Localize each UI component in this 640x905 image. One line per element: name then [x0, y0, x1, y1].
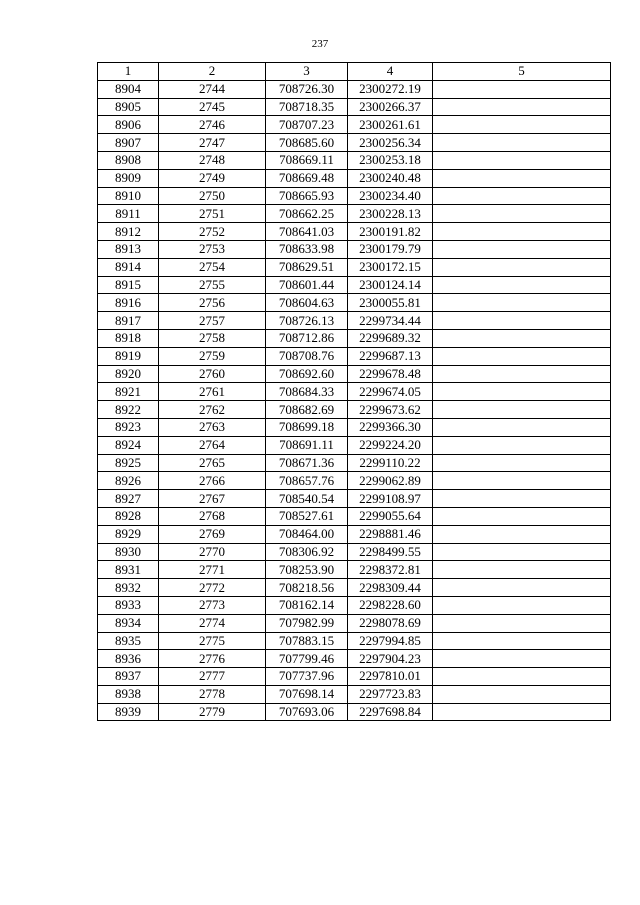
table-cell	[433, 383, 611, 401]
table-cell: 2299055.64	[348, 507, 433, 525]
table-cell: 2299689.32	[348, 329, 433, 347]
table-cell: 2297723.83	[348, 685, 433, 703]
table-cell: 2299687.13	[348, 347, 433, 365]
table-row	[98, 579, 611, 597]
table-cell: 8926	[98, 472, 159, 490]
table-row	[98, 490, 611, 508]
table-cell: 2750	[159, 187, 266, 205]
table-cell: 708629.51	[266, 258, 348, 276]
table-cell: 708671.36	[266, 454, 348, 472]
table-cell	[433, 454, 611, 472]
table-cell: 707982.99	[266, 614, 348, 632]
page-number: 237	[311, 38, 329, 50]
table-cell: 2297904.23	[348, 650, 433, 668]
table-cell: 2298078.69	[348, 614, 433, 632]
table-cell: 2300261.61	[348, 116, 433, 134]
table-cell: 8929	[98, 525, 159, 543]
table-cell: 8911	[98, 205, 159, 223]
table-cell	[433, 347, 611, 365]
table-cell	[433, 80, 611, 98]
table-cell	[433, 579, 611, 597]
table-cell: 708726.13	[266, 312, 348, 330]
table-cell: 2761	[159, 383, 266, 401]
table-cell: 8905	[98, 98, 159, 116]
table-cell: 708641.03	[266, 223, 348, 241]
table-header-row	[98, 63, 611, 81]
table-row	[98, 561, 611, 579]
table-cell: 2300253.18	[348, 151, 433, 169]
table-cell	[433, 525, 611, 543]
table-row	[98, 151, 611, 169]
table-cell: 2300256.34	[348, 134, 433, 152]
table-row	[98, 80, 611, 98]
table-cell: 8919	[98, 347, 159, 365]
table-row	[98, 312, 611, 330]
table-row	[98, 703, 611, 721]
table-cell: 2778	[159, 685, 266, 703]
table-cell	[433, 169, 611, 187]
table-row	[98, 401, 611, 419]
table-cell: 8925	[98, 454, 159, 472]
table-cell: 708662.25	[266, 205, 348, 223]
table-cell: 708604.63	[266, 294, 348, 312]
table-cell	[433, 418, 611, 436]
table-cell: 2300191.82	[348, 223, 433, 241]
table-cell: 707693.06	[266, 703, 348, 721]
table-cell	[433, 240, 611, 258]
table-cell: 708527.61	[266, 507, 348, 525]
table-cell: 8913	[98, 240, 159, 258]
table-cell	[433, 365, 611, 383]
table-row	[98, 98, 611, 116]
table-cell: 708699.18	[266, 418, 348, 436]
table-row	[98, 472, 611, 490]
table-row	[98, 650, 611, 668]
table-row	[98, 365, 611, 383]
column-header: 1	[98, 63, 159, 81]
table-row	[98, 436, 611, 454]
table-cell: 2764	[159, 436, 266, 454]
table-cell: 708691.11	[266, 436, 348, 454]
table-cell: 708712.86	[266, 329, 348, 347]
table-cell: 2300234.40	[348, 187, 433, 205]
column-header: 2	[159, 63, 266, 81]
table-row	[98, 685, 611, 703]
table-cell	[433, 668, 611, 686]
table-cell: 708726.30	[266, 80, 348, 98]
table-cell: 2772	[159, 579, 266, 597]
table-cell: 2779	[159, 703, 266, 721]
table-row	[98, 525, 611, 543]
table-cell: 2771	[159, 561, 266, 579]
table-cell	[433, 151, 611, 169]
table-cell: 8915	[98, 276, 159, 294]
table-row	[98, 507, 611, 525]
table-cell: 707737.96	[266, 668, 348, 686]
table-cell: 2766	[159, 472, 266, 490]
table-row	[98, 632, 611, 650]
table-cell	[433, 223, 611, 241]
table-cell: 8938	[98, 685, 159, 703]
table-cell: 2298881.46	[348, 525, 433, 543]
table-cell: 8910	[98, 187, 159, 205]
table-row	[98, 329, 611, 347]
table-row	[98, 169, 611, 187]
table-cell: 2746	[159, 116, 266, 134]
table-cell: 708464.00	[266, 525, 348, 543]
table-cell: 707883.15	[266, 632, 348, 650]
table-cell: 8939	[98, 703, 159, 721]
table-cell: 2297994.85	[348, 632, 433, 650]
table-cell: 2755	[159, 276, 266, 294]
table-cell: 2747	[159, 134, 266, 152]
table-row	[98, 454, 611, 472]
table-cell	[433, 134, 611, 152]
table-cell: 2756	[159, 294, 266, 312]
table-cell: 2300272.19	[348, 80, 433, 98]
table-cell: 2300179.79	[348, 240, 433, 258]
table-cell: 708601.44	[266, 276, 348, 294]
table-cell	[433, 98, 611, 116]
table-cell: 8918	[98, 329, 159, 347]
table-cell: 8909	[98, 169, 159, 187]
table-cell: 2757	[159, 312, 266, 330]
table-cell: 8932	[98, 579, 159, 597]
table-cell	[433, 472, 611, 490]
table-cell: 708692.60	[266, 365, 348, 383]
table-cell: 2300266.37	[348, 98, 433, 116]
table-cell	[433, 632, 611, 650]
table-body	[98, 80, 611, 721]
table-cell: 2762	[159, 401, 266, 419]
table-cell	[433, 703, 611, 721]
column-header: 4	[348, 63, 433, 81]
table-cell: 8907	[98, 134, 159, 152]
table-cell: 8912	[98, 223, 159, 241]
table-row	[98, 116, 611, 134]
table-cell: 708665.93	[266, 187, 348, 205]
table-cell: 8914	[98, 258, 159, 276]
table-row	[98, 596, 611, 614]
table-cell: 2299110.22	[348, 454, 433, 472]
table-row	[98, 240, 611, 258]
table-cell: 2300240.48	[348, 169, 433, 187]
table-cell: 8936	[98, 650, 159, 668]
table-cell: 8923	[98, 418, 159, 436]
table-cell	[433, 312, 611, 330]
table-cell: 8916	[98, 294, 159, 312]
table-cell: 708684.33	[266, 383, 348, 401]
table-row	[98, 347, 611, 365]
table-cell: 8906	[98, 116, 159, 134]
table-cell: 2774	[159, 614, 266, 632]
table-cell: 708707.23	[266, 116, 348, 134]
table-cell	[433, 596, 611, 614]
table-cell: 2298499.55	[348, 543, 433, 561]
table-cell: 8908	[98, 151, 159, 169]
table-cell	[433, 401, 611, 419]
table-cell: 2775	[159, 632, 266, 650]
table-cell: 2299108.97	[348, 490, 433, 508]
table-cell: 708306.92	[266, 543, 348, 561]
table-row	[98, 383, 611, 401]
table-cell: 2767	[159, 490, 266, 508]
table-cell: 2773	[159, 596, 266, 614]
table-cell	[433, 276, 611, 294]
table-cell: 2753	[159, 240, 266, 258]
table-cell: 2763	[159, 418, 266, 436]
table-cell: 708162.14	[266, 596, 348, 614]
table-cell: 2298228.60	[348, 596, 433, 614]
table-cell	[433, 543, 611, 561]
table-cell: 8904	[98, 80, 159, 98]
table-cell: 708218.56	[266, 579, 348, 597]
table-row	[98, 418, 611, 436]
column-header: 5	[433, 63, 611, 81]
table-cell: 707799.46	[266, 650, 348, 668]
table-cell	[433, 650, 611, 668]
table-row	[98, 258, 611, 276]
table-cell: 2299678.48	[348, 365, 433, 383]
table-cell: 2744	[159, 80, 266, 98]
table-cell: 8928	[98, 507, 159, 525]
table-cell	[433, 205, 611, 223]
table-cell	[433, 116, 611, 134]
table-cell	[433, 490, 611, 508]
table-cell: 2300055.81	[348, 294, 433, 312]
table-cell: 2298372.81	[348, 561, 433, 579]
table-cell: 2749	[159, 169, 266, 187]
table-row	[98, 614, 611, 632]
table-cell: 2745	[159, 98, 266, 116]
table-cell: 2754	[159, 258, 266, 276]
table-cell	[433, 685, 611, 703]
table-cell: 8937	[98, 668, 159, 686]
table-row	[98, 668, 611, 686]
table-row	[98, 543, 611, 561]
table-cell: 8931	[98, 561, 159, 579]
table-cell: 2299674.05	[348, 383, 433, 401]
table-cell: 8935	[98, 632, 159, 650]
table-cell: 2299734.44	[348, 312, 433, 330]
table-cell: 2765	[159, 454, 266, 472]
table-cell: 2748	[159, 151, 266, 169]
table-cell	[433, 507, 611, 525]
table-cell: 2300228.13	[348, 205, 433, 223]
table-cell: 2752	[159, 223, 266, 241]
table-cell: 8921	[98, 383, 159, 401]
coordinates-table	[97, 62, 611, 721]
table-cell	[433, 258, 611, 276]
table-cell: 2758	[159, 329, 266, 347]
table-cell: 2299366.30	[348, 418, 433, 436]
table-row	[98, 205, 611, 223]
table-cell: 708669.48	[266, 169, 348, 187]
table-row	[98, 223, 611, 241]
table-cell: 2299224.20	[348, 436, 433, 454]
table-cell: 2777	[159, 668, 266, 686]
table-cell: 708718.35	[266, 98, 348, 116]
table-cell: 707698.14	[266, 685, 348, 703]
table-cell	[433, 614, 611, 632]
table-cell: 2300124.14	[348, 276, 433, 294]
table-cell: 2751	[159, 205, 266, 223]
table-cell	[433, 436, 611, 454]
table-cell: 8927	[98, 490, 159, 508]
table-cell: 708669.11	[266, 151, 348, 169]
table-row	[98, 294, 611, 312]
table-cell: 708708.76	[266, 347, 348, 365]
table-cell: 8933	[98, 596, 159, 614]
table-cell: 2297698.84	[348, 703, 433, 721]
table-cell: 8934	[98, 614, 159, 632]
table-cell: 708657.76	[266, 472, 348, 490]
table-cell: 2776	[159, 650, 266, 668]
table-cell: 2769	[159, 525, 266, 543]
table-cell	[433, 187, 611, 205]
table-cell: 2760	[159, 365, 266, 383]
table-cell: 2768	[159, 507, 266, 525]
table-cell: 8930	[98, 543, 159, 561]
table-row	[98, 276, 611, 294]
table-cell	[433, 329, 611, 347]
table-cell: 708253.90	[266, 561, 348, 579]
table-cell: 2298309.44	[348, 579, 433, 597]
table-cell: 2770	[159, 543, 266, 561]
column-header: 3	[266, 63, 348, 81]
table-cell: 8917	[98, 312, 159, 330]
table-cell	[433, 294, 611, 312]
table-cell: 2299673.62	[348, 401, 433, 419]
table-cell: 708685.60	[266, 134, 348, 152]
table-cell: 8924	[98, 436, 159, 454]
table-cell: 2300172.15	[348, 258, 433, 276]
table-cell: 2759	[159, 347, 266, 365]
table-cell: 8922	[98, 401, 159, 419]
table-cell: 2297810.01	[348, 668, 433, 686]
table-cell: 2299062.89	[348, 472, 433, 490]
table-cell: 708682.69	[266, 401, 348, 419]
table-cell: 708633.98	[266, 240, 348, 258]
table-cell: 8920	[98, 365, 159, 383]
table-cell: 708540.54	[266, 490, 348, 508]
table-row	[98, 134, 611, 152]
table-row	[98, 187, 611, 205]
table-cell	[433, 561, 611, 579]
